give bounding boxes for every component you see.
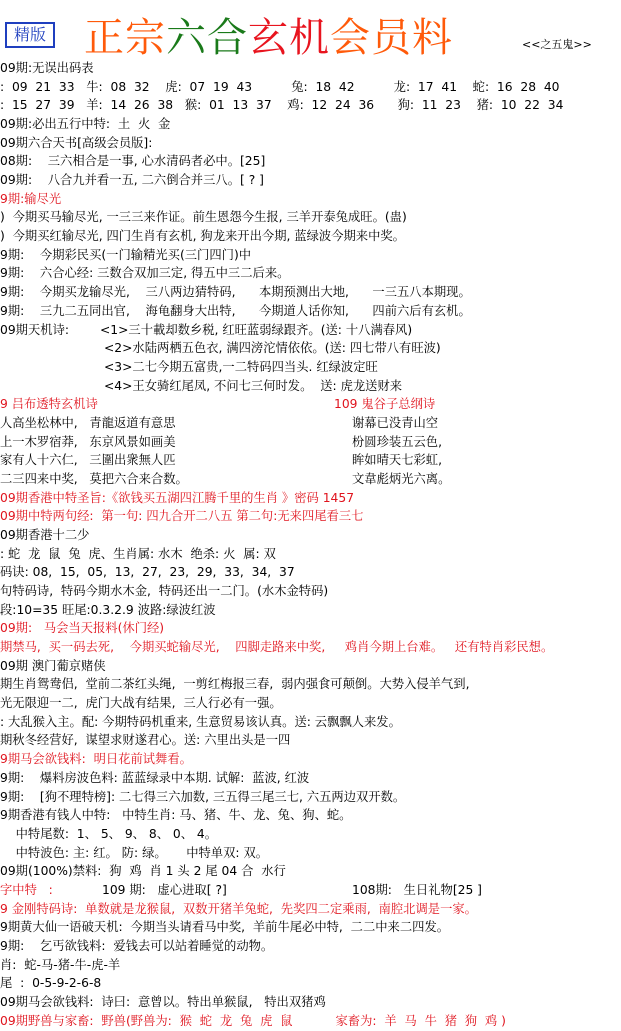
text-line: 期秋冬经营好, 谋望求财遂君心。送: 六里出头是一四 <box>0 733 291 748</box>
text-line: 09期中特两句经: 第一句: 四九合开二八五 第二句:无来四尾看三七 <box>0 509 364 524</box>
text-line: 09期:无误出码表 <box>0 61 94 75</box>
text-line: 二三四来中奖, 莫把六合来合数。 <box>0 471 188 486</box>
text-line: 期禁马, 买一码去死, 今期买蛇输尽光, 四脚走路来中奖, 鸡肖今期上台难。 还有特肖彩民想。 <box>0 640 554 655</box>
text-line: 期生肖鸳鸯侣, 堂前二茶红头绳, 一剪红梅报三春, 弱内强食可颠倒。大势入侵羊气到, <box>0 677 470 692</box>
text-line: 109 期: 虚心进取[ ?] <box>102 882 227 897</box>
text-line: 9期: 三九二五同出官, 海龟翻身大出特, 今期道人话你知, 四前六后有玄机。 <box>0 303 471 318</box>
text-line: 中特波色: 主: 红。 防: 绿。 中特单双: 双。 <box>0 845 269 860</box>
text-line: 9期: 今期彩民买(一门输精光买(三门四门)中 <box>0 247 252 262</box>
text-line: 9期: 今期买龙输尽光, 三八两边猜特码, 本期预测出大地, 一三五八本期现。 <box>0 285 471 300</box>
text-line: 段:10=35 旺尾:0.3.2.9 波路:绿波红波 <box>0 602 216 617</box>
title-part-2: 六合 <box>166 15 248 61</box>
text-line: 光无限迎一二, 虎门大战有结果, 三人行必有一强。 <box>0 696 282 711</box>
text-line: 09期天机诗: <box>0 322 69 337</box>
text-line: <4>王女骑红尾凤, 不问七三何时发。 送: 虎龙送财来 <box>104 378 403 393</box>
text-line: 09期六合天书[高级会员版]: <box>0 135 153 150</box>
text-line: 9期马会欲钱料: 明日花前试舞看。 <box>0 752 192 767</box>
text-line: 9期黄大仙一语破天机: 今期当头请看马中奖, 羊前牛尾必中特, 二二中来二四发。 <box>0 920 450 935</box>
text-line: 家有人十六仁, 三圍出衆無人匹 <box>0 453 176 468</box>
text-line: 09期: 八合九并看一五, 二六倒合并三八。[ ? ] <box>0 173 264 188</box>
text-line: 9 金刚特码诗: 单数就是龙猴鼠, 双数开猪羊兔蛇, 先奖四二定乘雨, 南腔北调是一家。 <box>0 901 477 916</box>
text-line: 中特尾数: 1、 5、 9、 8、 0、 4。 <box>0 826 218 841</box>
text-line: 枌圆珍装五云色, <box>352 434 442 449</box>
text-line: 9期: 爆料房波色料: 蓝蓝绿录中本期. 试解: 蓝波, 红波 <box>0 770 310 785</box>
text-line: 108期: 生日礼物[25 ] <box>352 882 482 897</box>
edition-badge: 精版 <box>5 22 55 48</box>
text-line: 9 吕布透特玄机诗 <box>0 397 98 412</box>
page-title <box>84 6 453 63</box>
text-line: 眸如晴天七彩虹, <box>352 453 442 468</box>
text-line: 09期野兽与家畜: 野兽(野兽为: 猴 蛇 龙 兔 虎 鼠 家畜为: 羊 马 牛 猪 狗 鸡 ) <box>0 1013 506 1028</box>
title-part-3: 玄机 <box>248 15 330 61</box>
text-line: 109 鬼谷子总纲诗 <box>334 397 436 412</box>
text-line: 句特码诗, 特码今期水木金, 特码还出一二门。(水木金特码) <box>0 584 329 599</box>
text-line: 谢幕已没青山空 <box>352 415 439 430</box>
text-line: 09期马会欲钱料: 诗曰: 意曾以。特出单猴鼠, 特出双猪鸡 <box>0 995 326 1009</box>
text-line: : 蛇 龙 鼠 兔 虎、生肖属: 水木 绝杀: 火 属: 双 <box>0 546 276 561</box>
text-line: : 大乱猴入主。配: 今期特码机重来, 生意贸易该认真。送: 云飘飘人来发。 <box>0 714 401 729</box>
page-header <box>0 0 621 61</box>
text-line: 09期:必出五行中特: 土 火 金 <box>0 117 171 132</box>
title-part-4: 会员料 <box>330 15 453 61</box>
text-line: : 09 21 33 牛: 08 32 虎: 07 19 43 兔: 18 42 龙: 17 41 蛇: 16 28 40 <box>0 79 560 94</box>
text-line: 码诀: 08, 15, 05, 13, 27, 23, 29, 33, 34, 37 <box>0 565 295 580</box>
text-line: 肖: 蛇-马-猪-牛-虎-羊 <box>0 957 121 972</box>
text-line: 人高坐松林中, 青龍返道有意思 <box>0 415 176 430</box>
text-line: 9期:输尽光 <box>0 191 62 206</box>
text-line: 9期: 乞丐欲钱料: 爱钱去可以站着睡觉的动物。 <box>0 938 274 953</box>
text-line: <1>三十載却数乡税, 红旺蓝弱绿跟齐。(送: 十八满春风) <box>100 322 413 337</box>
text-line: 09期(100%)禁料: 狗 鸡 肖 1 头 2 尾 04 合 水行 <box>0 864 286 879</box>
text-line: 9期香港有钱人中特: 中特生肖: 马、猪、牛、龙、兔、狗、蛇。 <box>0 808 352 823</box>
text-line: 09期香港中特圣旨:《欲钱买五湖四江腾千里的生肖 》密码 1457 <box>0 490 355 505</box>
text-line: 9期: 六合心经: 三数合双加三定, 得五中三二后来。 <box>0 266 290 281</box>
text-line: ) 今期买红输尽光, 四门生肖有玄机, 狗龙来开出今期, 蓝绿波今期来中奖。 <box>0 229 405 244</box>
text-line: : 15 27 39 羊: 14 26 38 猴: 01 13 37 鸡: 12 24 36 狗: 11 23 猪: 10 22 34 <box>0 98 564 113</box>
text-line: <2>水陆两栖五色衣, 满四滂沱情依依。(送: 四七带八有旺波) <box>104 341 441 356</box>
text-line: 尾 : 0-5-9-2-6-8 <box>0 976 102 991</box>
title-part-1: 正宗 <box>84 15 166 61</box>
text-line: 09期香港十二少 <box>0 528 90 542</box>
text-line: 文韋彪炳光六离。 <box>352 471 451 486</box>
text-line: 09期 澳门葡京赌侠 <box>0 658 106 673</box>
title-suffix: <<之五鬼>> <box>522 38 592 51</box>
text-line: <3>二七今期五富贵,一二特码四当头. 红绿波定旺 <box>104 359 378 374</box>
text-line: ) 今期买马输尽光, 一三三来作证。前生恩怨今生报, 三羊开泰兔成旺。(蛊) <box>0 210 407 225</box>
text-line: 字中特 : <box>0 882 53 897</box>
text-line: 08期: 三六相合是一事, 心水清码者必中。[25] <box>0 154 266 169</box>
text-line: 9期: [狗不理特榜]: 二七得三六加数, 三五得三尾三七, 六五两边双开数。 <box>0 789 406 804</box>
text-line: 09期: 马会当天报料(休门经) <box>0 621 165 636</box>
text-line: 上一木罗宿莽, 东京风景如画美 <box>0 434 176 449</box>
